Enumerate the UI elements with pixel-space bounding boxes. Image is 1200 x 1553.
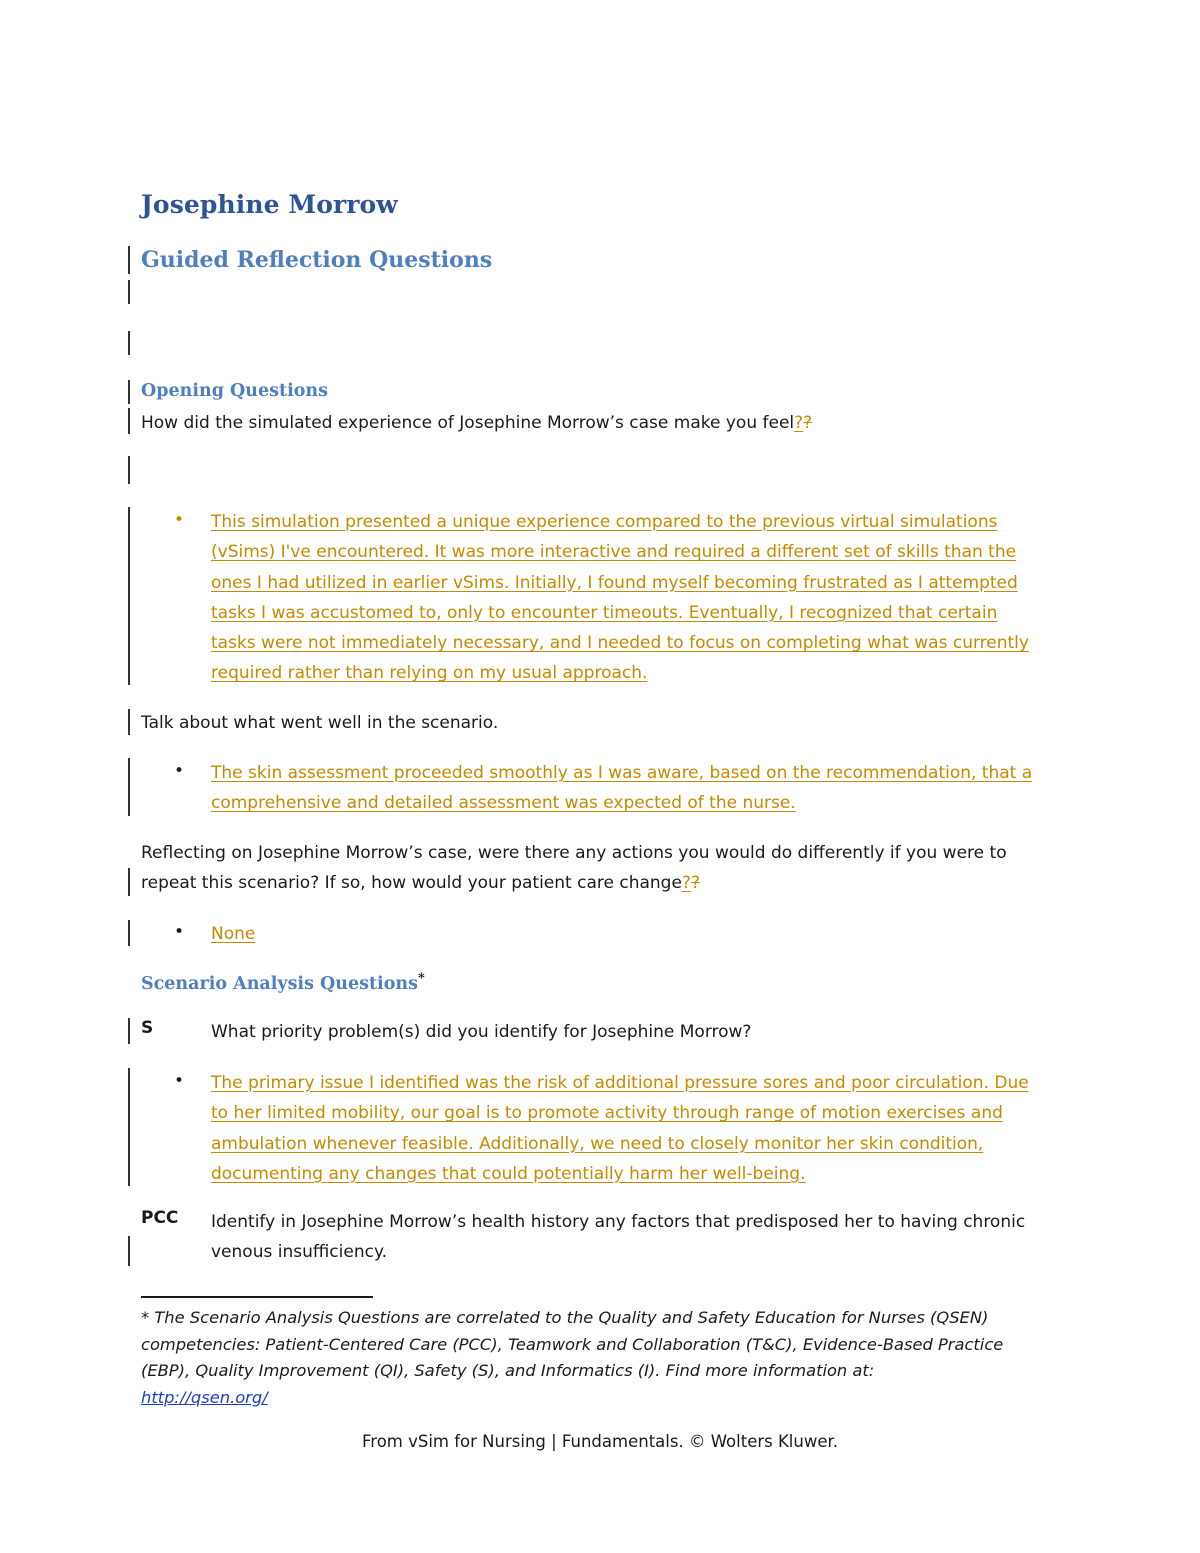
bullet-icon: • (174, 761, 185, 781)
change-bar (128, 280, 130, 304)
bullet-icon: • (174, 510, 185, 530)
safety-answer: The primary issue I identified was the risk of additional pressure sores and poor circulation. Due to her limited mobility, our goal is to promote activity through range of motion exercises and ambulation whenever feasible. Additionally, we need to closely monitor her skin condition, documenting any changes that could potentially harm her well-being. (211, 1073, 1029, 1184)
page-footer: From vSim for Nursing | Fundamentals. © Wolters Kluwer. (361, 1432, 838, 1451)
question-text: How did the simulated experience of Josephine Morrow’s case make you feel (141, 413, 795, 433)
change-bar (128, 1068, 130, 1186)
change-bar (128, 709, 130, 735)
change-bar (128, 507, 130, 685)
opening-question-1 (141, 408, 812, 438)
bullet-icon: • (174, 922, 185, 942)
answer-1: This simulation presented a unique experience compared to the previous virtual simulations (vSims) I've encountered. It was more interactive and required a different set of skills than the ones I had utilized in earlier vSims. Initially, I found myself becoming frustrated as I attempted tasks I was accustomed to, only to encounter timeouts. Eventually, I recognized that certain tasks were not immediately necessary, and I needed to focus on completing what was currently required rather than relying on my usual approach. (211, 512, 1029, 684)
qsen-label-pcc: PCC (141, 1208, 179, 1228)
inserted-text: ? (681, 873, 691, 894)
opening-question-2: Talk about what went well in the scenario. (141, 713, 499, 733)
change-bar (128, 408, 130, 434)
document-subtitle: Guided Reflection Questions (141, 247, 493, 273)
answer-3: None (211, 924, 256, 944)
change-bar (128, 246, 130, 274)
change-bar (128, 1018, 130, 1044)
pcc-question: Identify in Josephine Morrow’s health history any factors that predisposed her to having chronic venous insufficiency. (211, 1212, 1026, 1263)
deleted-text: ? (690, 873, 700, 894)
change-bar (128, 868, 130, 896)
inserted-text: ? (794, 413, 804, 433)
footnote: * The Scenario Analysis Questions are correlated to the Quality and Safety Education for Nurses (QSEN) competencies: Patient-Centered Care (PCC), Teamwork and Collaboration (T&C), Evidence-Based Practice (EBP), Quality Improvement (QI), Safety (S), and Informatics (I). Find more information at: http://qsen.org/ (141, 1308, 1004, 1407)
change-bar (128, 331, 130, 355)
qsen-link[interactable]: http://qsen.org/ (141, 1387, 268, 1407)
change-bar (128, 380, 130, 404)
change-bar (128, 758, 130, 816)
safety-question: What priority problem(s) did you identify for Josephine Morrow? (211, 1022, 752, 1042)
scenario-analysis-heading: Scenario Analysis Questions* (141, 971, 425, 994)
qsen-label-safety: S (141, 1018, 154, 1038)
change-bar (128, 920, 130, 946)
footnote-separator (141, 1296, 373, 1298)
change-bar (128, 456, 130, 484)
footnote-reference: * (417, 971, 425, 986)
document-title: Josephine Morrow (141, 190, 398, 219)
opening-questions-heading: Opening Questions (141, 381, 328, 401)
footnote-mark: * (141, 1308, 150, 1327)
opening-question-3: Reflecting on Josephine Morrow’s case, were there any actions you would do differently if you were to repeat this scenario? If so, how would your patient care change?? (141, 843, 1007, 894)
answer-2: The skin assessment proceeded smoothly as I was aware, based on the recommendation, that a comprehensive and detailed assessment was expected of the nurse. (211, 763, 1033, 814)
deleted-text: ? (803, 413, 813, 433)
bullet-icon: • (174, 1071, 185, 1091)
change-bar (128, 1236, 130, 1266)
